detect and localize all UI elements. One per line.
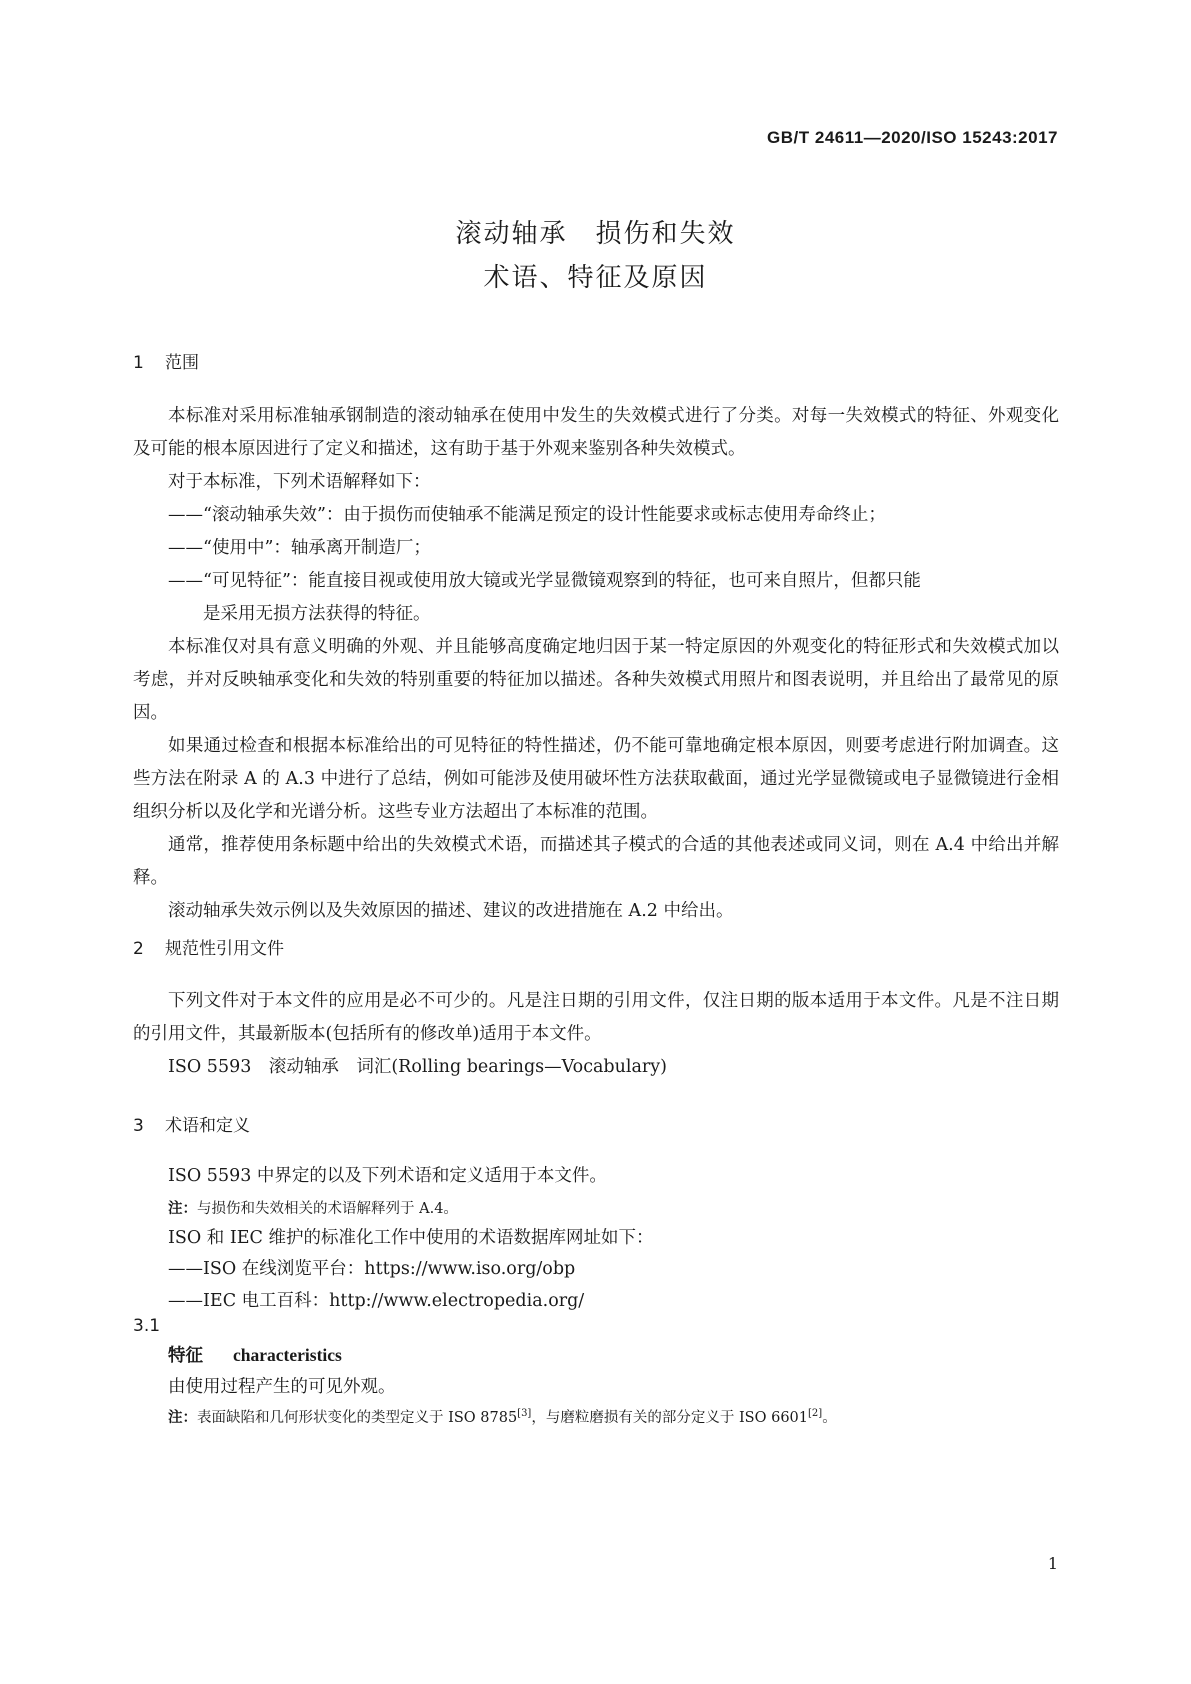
term-entry (168, 1342, 342, 1367)
section-2-heading (133, 934, 284, 959)
section-number: 2 (133, 939, 144, 959)
paragraph: 滚动轴承失效示例以及失效原因的描述、建议的改进措施在 A.2 中给出。 (168, 901, 734, 921)
section-title: 范围 (165, 353, 199, 373)
note (168, 1197, 458, 1218)
paragraph: 通常，推荐使用条标题中给出的失效模式术语，而描述其子模式的合适的其他表述或同义词，则在 A.4 中给出并解释。 (133, 835, 1059, 888)
section-3-heading (133, 1111, 250, 1136)
dash-item-continuation: 是采用无损方法获得的特征。 (203, 604, 431, 624)
term-english: characteristics (233, 1345, 342, 1365)
dash-item: ——ISO 在线浏览平台：https://www.iso.org/obp (168, 1259, 576, 1279)
section-number: 3 (133, 1116, 144, 1136)
paragraph: 对于本标准，下列术语解释如下： (168, 472, 431, 492)
paragraph: 本标准仅对具有意义明确的外观、并且能够高度确定地归因于某一特定原因的外观变化的特征形式和失效模式加以考虑，并对反映轴承变化和失效的特别重要的特征加以描述。各种失效模式用照片和图表说明，并且给出了最常见的原因。 (133, 637, 1059, 723)
paragraph: ISO 5593 中界定的以及下列术语和定义适用于本文件。 (168, 1166, 607, 1186)
document-title-line1: 滚动轴承 损伤和失效 (455, 219, 736, 249)
dash-item: ——“滚动轴承失效”：由于损伤而使轴承不能满足预定的设计性能要求或标志使用寿命终止； (168, 505, 886, 525)
standard-code-header: GB/T 24611—2020/ISO 15243:2017 (767, 128, 1058, 147)
section-2-body (133, 985, 1059, 1084)
note (168, 1406, 837, 1427)
term-definition: 由使用过程产生的可见外观。 (168, 1377, 396, 1397)
dash-item: ——“使用中”：轴承离开制造厂； (168, 538, 431, 558)
citation-ref: [2] (808, 1408, 823, 1420)
page-number: 1 (1047, 1554, 1058, 1573)
paragraph: 下列文件对于本文件的应用是必不可少的。凡是注日期的引用文件，仅注日期的版本适用于本文件。凡是不注日期的引用文件，其最新版本(包括所有的修改单)适用于本文件。 (133, 991, 1059, 1044)
section-number: 1 (133, 353, 144, 373)
note-text: 。 (822, 1410, 837, 1426)
note-text: 与损伤和失效相关的术语解释列于 A.4。 (197, 1201, 458, 1217)
clause-3-1-number: 3.1 (133, 1316, 161, 1336)
section-1-heading (133, 348, 199, 373)
citation-ref: [3] (517, 1408, 532, 1420)
section-1-body (133, 400, 1059, 928)
document-title-line2: 术语、特征及原因 (483, 263, 708, 293)
paragraph: 如果通过检查和根据本标准给出的可见特征的特性描述，仍不能可靠地确定根本原因，则要考虑进行附加调查。这些方法在附录 A 的 A.3 中进行了总结，例如可能涉及使用破坏性方法获取截面，通过光学显微镜或电子显微镜进行金相组织分析以及化学和光谱分析。这些专业方法超出了本标准的范围。 (133, 736, 1059, 822)
section-title: 规范性引用文件 (165, 939, 284, 959)
note-text: 表面缺陷和几何形状变化的类型定义于 ISO 8785 (197, 1410, 518, 1426)
note-label: 注： (168, 1410, 197, 1426)
normative-reference: ISO 5593 滚动轴承 词汇(Rolling bearings—Vocabulary) (168, 1057, 668, 1077)
paragraph: 本标准对采用标准轴承钢制造的滚动轴承在使用中发生的失效模式进行了分类。对每一失效模式的特征、外观变化及可能的根本原因进行了定义和描述，这有助于基于外观来鉴别各种失效模式。 (133, 406, 1059, 459)
term-chinese: 特征 (168, 1346, 203, 1366)
dash-item: ——“可见特征”：能直接目视或使用放大镜或光学显微镜观察到的特征，也可来自照片，但都只能 (168, 571, 921, 591)
paragraph: ISO 和 IEC 维护的标准化工作中使用的术语数据库网址如下： (168, 1228, 654, 1248)
note-label: 注： (168, 1201, 197, 1217)
note-text: ，与磨粒磨损有关的部分定义于 ISO 6601 (531, 1410, 809, 1426)
section-title: 术语和定义 (165, 1116, 250, 1136)
dash-item: ——IEC 电工百科：http://www.electropedia.org/ (168, 1291, 585, 1311)
